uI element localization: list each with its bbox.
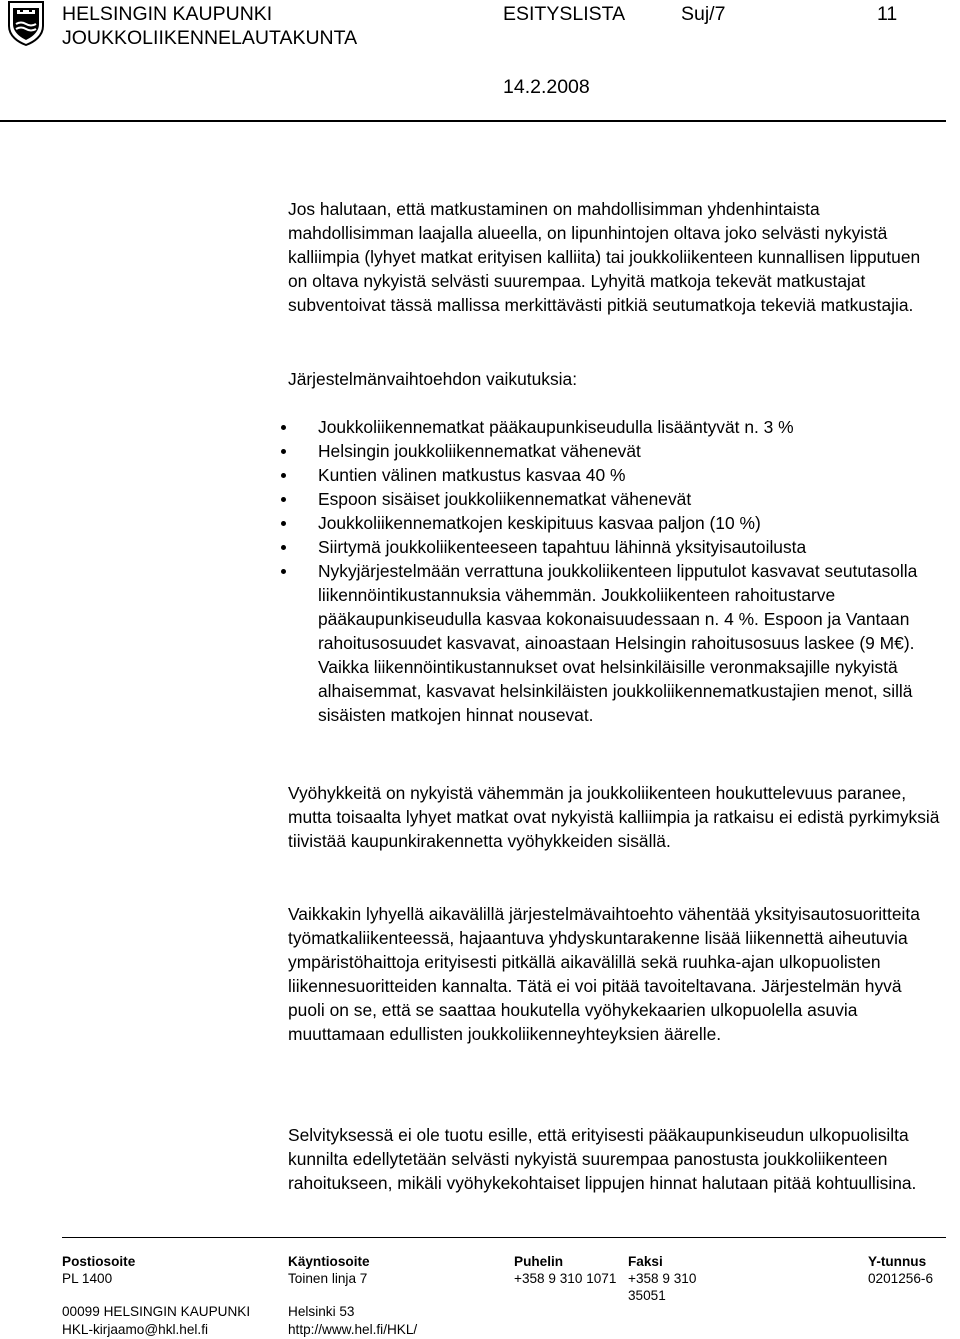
impacts-heading: Järjestelmänvaihtoehdon vaikutuksia:: [288, 369, 578, 389]
postal-box: PL 1400: [62, 1271, 113, 1286]
org-board: JOUKKOLIIKENNELAUTAKUNTA: [62, 27, 358, 49]
paragraph-1: Jos halutaan, että matkustaminen on mahdollisimman yhdenhintaista mahdollisimman laajalla alueella, on lipunhintojen oltava joko selvästi nykyistä kalliimpia (lyhyet matkat erityisen kalliita) tai joukkoliikenteen kunnallisen lipputuen on oltava nykyistä selvästi suurempaa. Lyhyitä matkoja tekevät matkustajat subventoivat tässä mallissa merkittävästi pitkiä seutumatkoja tekeviä matkustajia.: [288, 199, 921, 315]
paragraph-2: Vyöhykkeitä on nykyistä vähemmän ja joukkoliikenteen houkuttelevuus paranee, mutta toisaalta lyhyet matkat ovat nykyistä kalliimpia ja ratkaisu ei edistä pyrkimyksiä tiivistää kaupunkirakennetta vyöhykkeiden sisällä.: [288, 783, 940, 851]
helsinki-crest-logo: [6, 0, 46, 46]
phone-label: Puhelin: [514, 1254, 564, 1269]
list-item: Siirtymä joukkoliikenteeseen tapahtuu lähinnä yksityisautoilusta: [288, 535, 940, 559]
list-item: Joukkoliikennematkojen keskipituus kasvaa paljon (10 %): [288, 511, 940, 535]
visit-city: Helsinki 53: [288, 1304, 355, 1319]
page-number: 11: [877, 3, 898, 25]
paragraph-3-wrap: [288, 902, 940, 1046]
paragraph-2-wrap: [288, 781, 940, 853]
business-id-label: Y-tunnus: [868, 1254, 927, 1269]
meeting-date: 14.2.2008: [503, 76, 590, 98]
list-item: Helsingin joukkoliikennematkat vähenevät: [288, 439, 940, 463]
phone-value: +358 9 310 1071: [514, 1271, 617, 1286]
paragraph-3: Vaikkakin lyhyellä aikavälillä järjestelmävaihtoehto vähentää yksityisautosuoritteita työmatkaliikenteessä, hajaantuva yhdyskuntarakenne lisää liikennettä aiheutuvia ympäristöhaittoja erityisesti pitkällä aikavälillä sekä ruuhka-ajan ulkopuolisten liikennesuoritteiden kannalta. Tätä ei voi pitää tavoiteltavana. Järjestelmän hyvä puoli on se, että se saattaa houkutella vyöhykekaarien ulkopuolella asuvia muuttamaan edullisten joukkoliikenneyhteyksien äärelle.: [288, 904, 920, 1044]
list-item: Joukkoliikennematkat pääkaupunkiseudulla lisääntyvät n. 3 %: [288, 415, 940, 439]
website-link[interactable]: http://www.hel.fi/HKL/: [288, 1322, 418, 1337]
impacts-section: [288, 367, 940, 391]
paragraph-4-wrap: [288, 1123, 940, 1195]
body-text: [288, 197, 940, 317]
fax-value: +358 9 310: [628, 1271, 697, 1286]
business-id-value: 0201256-6: [868, 1271, 934, 1286]
visit-label: Käyntiosoite: [288, 1254, 370, 1269]
visit-street: Toinen linja 7: [288, 1271, 368, 1286]
fax-label: Faksi: [628, 1254, 663, 1269]
impacts-list-wrap: [288, 415, 940, 727]
footer-divider: [62, 1237, 946, 1238]
paragraph-4: Selvityksessä ei ole tuotu esille, että erityisesti pääkaupunkiseudun ulkopuolisilta kunnilta edellytetään selvästi nykyistä suurempaa panostusta joukkoliikenteen rahoitukseen, mikäli vyöhykekohtaiset lippujen hinnat halutaan pitää kohtuullisina.: [288, 1125, 917, 1193]
postal-label: Postiosoite: [62, 1254, 136, 1269]
email-link[interactable]: HKL-kirjaamo@hkl.hel.fi: [62, 1322, 209, 1337]
list-item: Espoon sisäiset joukkoliikennematkat vähenevät: [288, 487, 940, 511]
impacts-list: [288, 415, 940, 727]
section-number: Suj/7: [681, 3, 726, 25]
header-divider: [0, 120, 946, 122]
list-item: Kuntien välinen matkustus kasvaa 40 %: [288, 463, 940, 487]
list-item: Nykyjärjestelmään verrattuna joukkoliikenteen lipputulot kasvavat seututasolla liikennöintikustannuksia vähemmän. Joukkoliikenteen rahoitustarve pääkaupunkiseudulla kasvaa kokonaisuudessaan n. 4 %. Espoon ja Vantaan rahoitusosuudet kasvavat, ainoastaan Helsingin rahoitusosuus laskee (9 M€). Vaikka liikennöintikustannukset ovat helsinkiläisille veronmaksajille nykyistä alhaisemmat, kasvavat helsinkiläisten joukkoliikennematkustajien menot, sillä sisäisten matkojen hinnat nousevat.: [288, 559, 940, 727]
doc-type: ESITYSLISTA: [503, 3, 626, 25]
fax-value-cont: 35051: [628, 1288, 666, 1303]
org-name: HELSINGIN KAUPUNKI: [62, 3, 273, 25]
postal-city: 00099 HELSINGIN KAUPUNKI: [62, 1304, 251, 1319]
